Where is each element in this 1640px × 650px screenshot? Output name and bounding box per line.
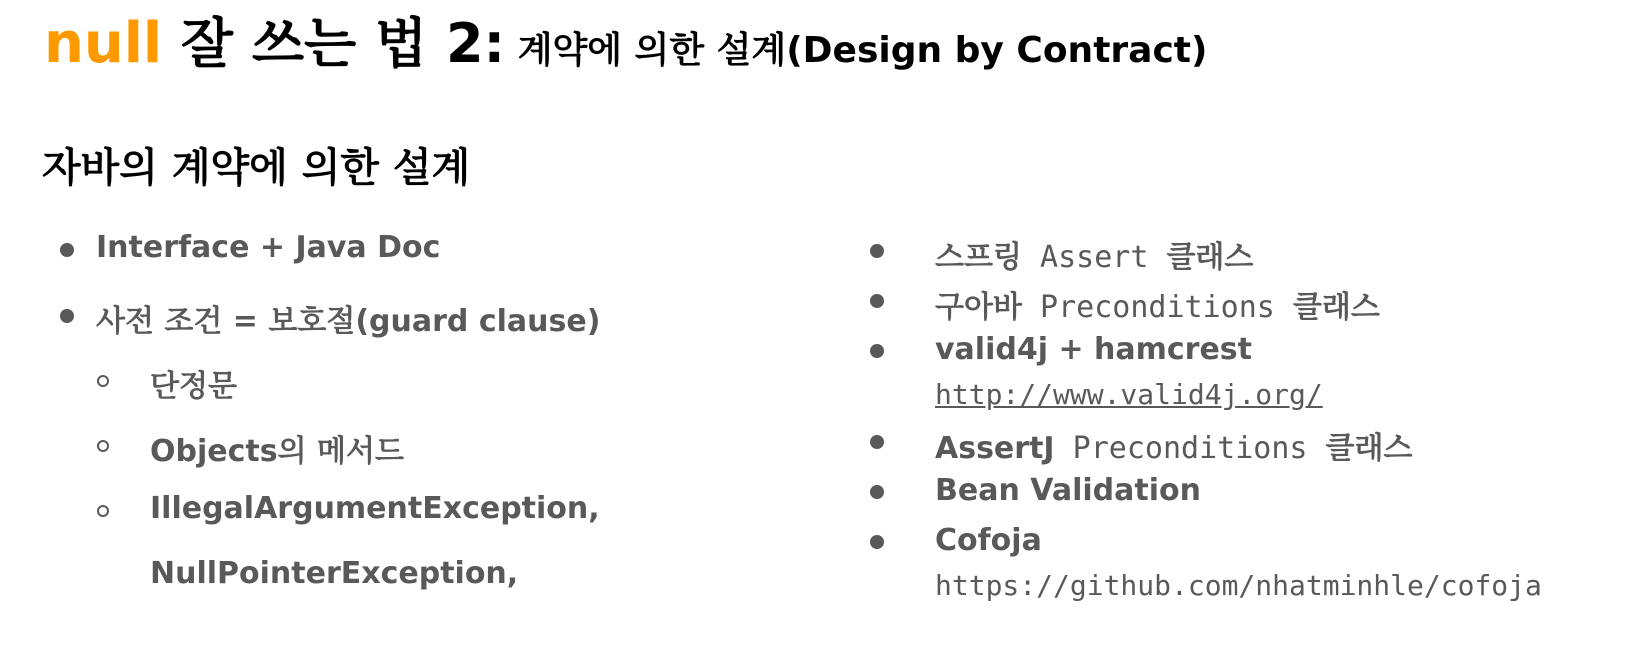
left-item-precondition: 사전 조건 = 보호절(guard clause) <box>96 304 601 339</box>
bullet-icon <box>60 243 74 257</box>
title-main: 잘 쓰는 법 2: <box>162 12 506 75</box>
right-item-assertj-preconditions <box>935 423 1412 467</box>
right-item-spring-assert <box>935 232 1253 276</box>
bullet-icon <box>870 435 884 449</box>
cofoja-url: https://github.com/nhatminhle/cofoja <box>935 569 1542 602</box>
bullet-icon <box>870 294 884 308</box>
valid4j-link[interactable]: http://www.valid4j.org/ <box>935 378 1323 411</box>
left-subitem-null-pointer: NullPointerException, <box>150 556 519 591</box>
hollow-bullet-icon <box>97 440 109 452</box>
right-item-suffix: 클래스 <box>1292 290 1380 325</box>
bullet-icon <box>870 244 884 258</box>
right-item-suffix: 클래스 <box>1166 240 1254 275</box>
bullet-icon <box>870 485 884 499</box>
title-brand: null <box>44 11 163 76</box>
right-item-suffix: 클래스 <box>1325 431 1413 466</box>
left-subitem-assertion: 단정문 <box>150 369 237 404</box>
left-subitem-objects-methods: Objects의 메서드 <box>150 434 404 469</box>
right-item-cofoja: Cofoja <box>935 523 1042 558</box>
slide-title <box>44 11 1208 76</box>
right-item-code: Preconditions <box>1021 290 1293 325</box>
right-item-guava-preconditions <box>935 282 1380 326</box>
right-item-label: 구아바 <box>935 290 1022 325</box>
bullet-icon <box>870 535 884 549</box>
right-item-label: AssertJ <box>935 431 1055 466</box>
hollow-bullet-icon <box>97 375 109 387</box>
section-heading: 자바의 계약에 의한 설계 <box>42 145 471 191</box>
right-item-code: Assert <box>1021 240 1167 275</box>
title-sub: 계약에 의한 설계(Design by Contract) <box>505 30 1208 71</box>
bullet-icon <box>870 344 884 358</box>
left-item-interface-javadoc: Interface + Java Doc <box>96 230 441 265</box>
right-item-code: Preconditions <box>1054 431 1326 466</box>
bullet-icon <box>60 309 74 323</box>
right-item-bean-validation: Bean Validation <box>935 473 1201 508</box>
left-subitem-illegal-argument: IllegalArgumentException, <box>150 491 600 526</box>
hollow-bullet-icon <box>97 505 109 517</box>
right-item-label: 스프링 <box>935 240 1022 275</box>
right-item-valid4j: valid4j + hamcrest <box>935 332 1253 367</box>
